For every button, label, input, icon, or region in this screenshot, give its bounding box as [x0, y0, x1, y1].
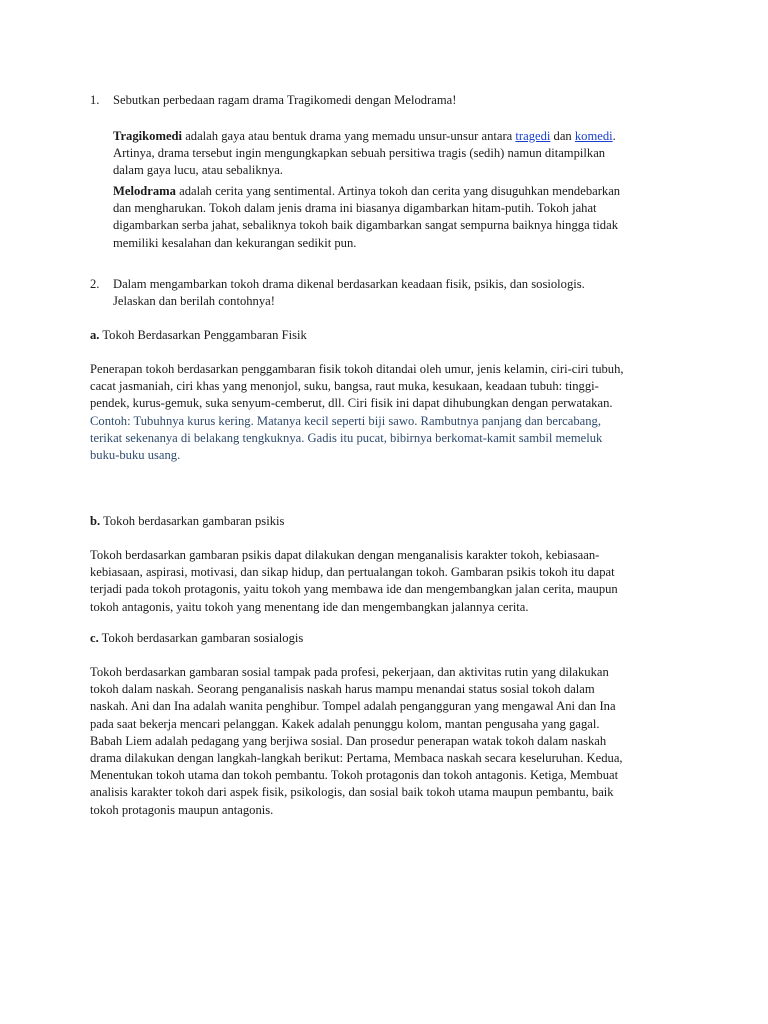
- section-a-line-1: Penerapan tokoh berdasarkan penggambaran fisik tokoh ditandai oleh umur, jenis kelamin, ciri-ciri tubuh,: [90, 362, 624, 376]
- tragikomedi-line-2: Artinya, drama tersebut ingin mengungkapkan sebuah persitiwa tragis (sedih) namun ditampilkan: [113, 146, 606, 161]
- melodrama-line-1-text: adalah cerita yang sentimental. Artinya tokoh dan cerita yang disuguhkan mendebarkan: [175, 184, 621, 198]
- and-word: dan: [550, 129, 575, 143]
- link-tragedi[interactable]: tragedi: [515, 129, 551, 143]
- section-c-line-1: Tokoh berdasarkan gambaran sosial tampak pada profesi, pekerjaan, dan aktivitas rutin yang dilakukan: [90, 665, 609, 679]
- section-a-line-2: cacat jasmaniah, ciri khas yang menonjol, suku, bangsa, raut muka, kesukaan, keadaan tubuh: tinggi-: [90, 379, 599, 394]
- section-a-example-line-1: Contoh: Tubuhnya kurus kering. Matanya kecil seperti biji sawo. Rambutnya panjang dan bercabang,: [90, 413, 601, 428]
- section-a-example-line-3: buku-buku usang.: [90, 448, 181, 463]
- section-a-example-line-2: terikat sekenanya di belakang tengkuknya. Gadis itu pucat, bibirnya berkomat-kamit sambil memeluk: [90, 430, 603, 445]
- section-c-line-4: pada saat bekerja mencari pelanggan. Kakek adalah penunggu kolom, mantan pengusaha yang gagal.: [90, 716, 600, 731]
- section-b-label: b.: [90, 514, 101, 528]
- section-a-paragraph: [90, 361, 680, 464]
- question-2-number: 2.: [90, 277, 100, 291]
- section-c-line-2: tokoh dalam naskah. Seorang penganalisis naskah harus mampu menandai status sosial tokoh dalam: [90, 682, 595, 697]
- section-c-line-9: tokoh protagonis maupun antagonis.: [90, 802, 274, 817]
- section-b-line-4: tokoh antagonis, yaitu tokoh yang menentang ide dan mengembangkan jalannya cerita.: [90, 599, 529, 614]
- section-c-paragraph: [90, 664, 680, 819]
- section-b-line-3: terjadi pada tokoh protagonis, yaitu tokoh yang membawa ide dan mengembangkan jalan cerita, maupun: [90, 582, 618, 597]
- tragikomedi-paragraph: [113, 128, 673, 180]
- question-2-line-1: Dalam mengambarkan tokoh drama dikenal berdasarkan keadaan fisik, psikis, dan sosiologis.: [113, 277, 585, 291]
- section-c-title: Tokoh berdasarkan gambaran sosialogis: [98, 631, 304, 645]
- link-komedi[interactable]: komedi: [574, 129, 613, 143]
- melodrama-line-3: digambarkan serba jahat, sebaliknya tokoh baik digambarkan sangat sempurna baiknya hingga tidak: [113, 218, 618, 233]
- melodrama-line-2: dan mengharukan. Tokoh dalam jenis drama ini biasanya digambarkan hitam-putih. Tokoh jahat: [113, 201, 597, 216]
- section-c-line-6: drama dilakukan dengan langkah-langkah berikut: Pertama, Membaca naskah secara keseluruhan. Kedua,: [90, 751, 623, 766]
- tragikomedi-line-3: dalam gaya lucu, atau sebaliknya.: [113, 163, 283, 178]
- section-b-paragraph: [90, 547, 680, 616]
- tragikomedi-period: .: [612, 129, 616, 143]
- melodrama-line-1: [113, 183, 673, 200]
- section-c-line-5: Babah Liem adalah pedagang yang berjiwa sosial. Dan prosedur penerapan watak tokoh dalam naskah: [90, 733, 607, 748]
- section-c-heading: [90, 630, 690, 647]
- section-b-line-1: Tokoh berdasarkan gambaran psikis dapat dilakukan dengan menganalisis karakter tokoh, kebiasaan-: [90, 548, 600, 562]
- melodrama-term: Melodrama: [113, 184, 176, 198]
- melodrama-paragraph: [113, 183, 673, 252]
- tragikomedi-line-1-text: adalah gaya atau bentuk drama yang memadu unsur-unsur antara: [182, 129, 516, 143]
- section-c-line-7: Menentukan tokoh utama dan tokoh pembantu. Tokoh protagonis dan tokoh antagonis. Ketiga, Membuat: [90, 768, 619, 783]
- section-c-line-8: analisis karakter tokoh dari aspek fisik, psikologis, dan sosial baik tokoh utama maupun pembantu, baik: [90, 785, 614, 800]
- section-b-heading: [90, 513, 690, 530]
- section-a-label: a.: [90, 328, 100, 342]
- tragikomedi-term: Tragikomedi: [113, 129, 183, 143]
- section-b-line-2: kebiasaan, aspirasi, motivasi, dan sikap hidup, dan pertualangan tokoh. Gambaran psikis tokoh itu dapat: [90, 565, 615, 580]
- section-a-title: Tokoh Berdasarkan Penggambaran Fisik: [99, 328, 307, 342]
- tragikomedi-line-1: [113, 128, 673, 145]
- section-c-line-3: naskah. Ani dan Ina adalah wanita penghibur. Tompel adalah pengangguran yang mengawal Ani dan Ina: [90, 699, 616, 714]
- question-2-line-2: Jelaskan dan berilah contohnya!: [113, 294, 275, 309]
- section-b-title: Tokoh berdasarkan gambaran psikis: [100, 514, 285, 528]
- question-2-text: [113, 276, 653, 310]
- section-a-heading: [90, 327, 690, 344]
- melodrama-line-4: memiliki kesalahan dan kekurangan sedikit pun.: [113, 235, 357, 250]
- section-c-label: c.: [90, 631, 99, 645]
- section-a-line-3: pendek, kurus-gemuk, suka senyum-cemberut, dll. Ciri fisik ini dapat dihubungkan dengan perwatakan.: [90, 396, 613, 411]
- question-1-text: Sebutkan perbedaan ragam drama Tragikomedi dengan Melodrama!: [113, 93, 457, 107]
- question-1-number: 1.: [90, 93, 100, 107]
